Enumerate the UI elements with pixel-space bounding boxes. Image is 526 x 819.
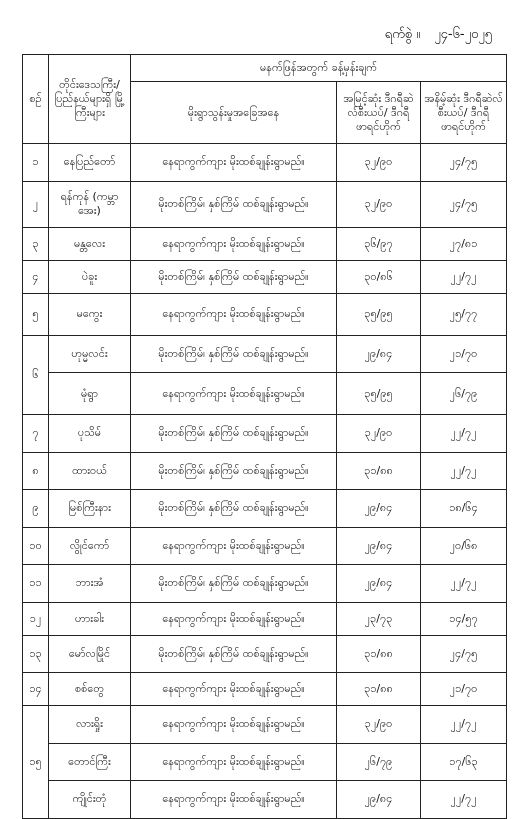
row-min: ၂၂/၇၂	[421, 415, 507, 453]
header-no: စဉ်	[23, 55, 49, 144]
table-row	[23, 743, 507, 781]
row-max: ၂၉/၈၄	[337, 335, 421, 373]
row-condition: နေရာကွက်ကျား မိုးထစ်ချုန်းရွာမည်။	[131, 227, 337, 260]
row-condition: နေရာကွက်ကျား မိုးထစ်ချုန်းရွာမည်။	[131, 602, 337, 635]
row-no: ၁၄	[23, 673, 49, 706]
row-city: စစ်တွေ	[49, 673, 131, 706]
row-condition: နေရာကွက်ကျား မိုးထစ်ချုန်းရွာမည်။	[131, 743, 337, 781]
row-min: ၁၄/၅၇	[421, 602, 507, 635]
header-forecast-group: မနက်ဖြန်အတွက် ခန့်မှန်းချက်	[131, 55, 507, 82]
row-condition: မိုးတစ်ကြိမ်၊ နှစ်ကြိမ် ထစ်ချုန်းရွာမည်။	[131, 452, 337, 490]
row-max: ၃၅/၉၅	[337, 293, 421, 335]
row-max: ၂၉/၈၄	[337, 490, 421, 528]
row-condition: မိုးတစ်ကြိမ်၊ နှစ်ကြိမ် ထစ်ချုန်းရွာမည်။	[131, 181, 337, 227]
row-condition: မိုးတစ်ကြိမ်၊ နှစ်ကြိမ် ထစ်ချုန်းရွာမည်။	[131, 635, 337, 673]
table-row	[23, 452, 507, 490]
row-city: နေပြည်တော်	[49, 144, 131, 182]
row-condition: နေရာကွက်ကျား မိုးထစ်ချုန်းရွာမည်။	[131, 293, 337, 335]
row-no: ၁၂	[23, 602, 49, 635]
row-no: ၇	[23, 415, 49, 453]
row-no: ၁၃	[23, 635, 49, 673]
row-max: ၃၀/၈၆	[337, 260, 421, 293]
row-min: ၂၀/၆၈	[421, 527, 507, 565]
row-condition: မိုးတစ်ကြိမ်၊ နှစ်ကြိမ် ထစ်ချုန်းရွာမည်။	[131, 565, 337, 603]
row-max: ၃၁/၈၈	[337, 452, 421, 490]
row-min: ၂၂/၇၂	[421, 706, 507, 744]
row-max: ၃၁/၈၈	[337, 635, 421, 673]
row-city: မကွေး	[49, 293, 131, 335]
row-city: ပဲခူး	[49, 260, 131, 293]
row-max: ၃၁/၈၈	[337, 673, 421, 706]
table-row	[23, 144, 507, 182]
table-row	[23, 293, 507, 335]
row-city: လွိုင်ကော်	[49, 527, 131, 565]
row-condition: မိုးတစ်ကြိမ်၊ နှစ်ကြိမ် ထစ်ချုန်းရွာမည်။	[131, 335, 337, 373]
row-no: ၄	[23, 260, 49, 293]
row-condition: မိုးတစ်ကြိမ်၊ နှစ်ကြိမ် ထစ်ချုန်းရွာမည်။	[131, 415, 337, 453]
row-no: ၈	[23, 452, 49, 490]
row-city: ဘားအံ	[49, 565, 131, 603]
row-no: ၃	[23, 227, 49, 260]
header-min-temp: အနိမ့်ဆုံး ဒီဂရီဆဲလ်စီးယပ်/ ဒီဂရီဖာရင်ဟိုက်	[421, 82, 507, 144]
row-city: တောင်ကြီး	[49, 743, 131, 781]
row-condition: မိုးတစ်ကြိမ်၊ နှစ်ကြိမ် ထစ်ချုန်းရွာမည်။	[131, 260, 337, 293]
row-min: ၂၄/၇၅	[421, 144, 507, 182]
header-city: တိုင်းဒေသကြီး/ ပြည်နယ်များရှိ မြို့ကြီးများ	[49, 55, 131, 144]
row-max: ၂၆/၇၉	[337, 743, 421, 781]
row-min: ၂၄/၇၅	[421, 635, 507, 673]
row-max: ၃၆/၉၇	[337, 227, 421, 260]
row-city: မြစ်ကြီးနား	[49, 490, 131, 528]
header-condition: မိုးရွာသွန်းမှုအခြေအနေ	[131, 82, 337, 144]
table-row	[23, 490, 507, 528]
row-condition: နေရာကွက်ကျား မိုးထစ်ချုန်းရွာမည်။	[131, 706, 337, 744]
table-row	[23, 565, 507, 603]
row-city: ထားဝယ်	[49, 452, 131, 490]
row-no: ၁၅	[23, 706, 49, 819]
table-row	[23, 602, 507, 635]
table-row	[23, 373, 507, 415]
table-row	[23, 706, 507, 744]
row-no: ၁၀	[23, 527, 49, 565]
row-no: ၆	[23, 335, 49, 415]
row-min: ၂၂/၇၂	[421, 260, 507, 293]
row-no: ၁	[23, 144, 49, 182]
row-min: ၂၁/၇၀	[421, 673, 507, 706]
row-condition: နေရာကွက်ကျား မိုးထစ်ချုန်းရွာမည်။	[131, 781, 337, 819]
table-row	[23, 181, 507, 227]
date-label: ရက်စွဲ ။	[384, 27, 421, 42]
row-max: ၂၉/၈၄	[337, 781, 421, 819]
row-min: ၂၅/၇၇	[421, 293, 507, 335]
row-city: ပုသိမ်	[49, 415, 131, 453]
row-condition: နေရာကွက်ကျား မိုးထစ်ချုန်းရွာမည်။	[131, 673, 337, 706]
row-min: ၂၂/၇၂	[421, 452, 507, 490]
row-max: ၃၂/၉၀	[337, 706, 421, 744]
row-city: မော်လမြိုင်	[49, 635, 131, 673]
row-min: ၂၂/၇၂	[421, 565, 507, 603]
row-condition: မိုးတစ်ကြိမ်၊ နှစ်ကြိမ် ထစ်ချုန်းရွာမည်။	[131, 490, 337, 528]
row-max: ၃၂/၉၀	[337, 144, 421, 182]
row-no: ၅	[23, 293, 49, 335]
row-min: ၁၇/၆၃	[421, 743, 507, 781]
row-max: ၂၉/၈၄	[337, 565, 421, 603]
row-max: ၂၃/၇၃	[337, 602, 421, 635]
row-max: ၂၉/၈၄	[337, 527, 421, 565]
table-row	[23, 415, 507, 453]
table-row	[23, 260, 507, 293]
row-city: ဟုမ္မလင်း	[49, 335, 131, 373]
row-no: ၁၁	[23, 565, 49, 603]
row-no: ၉	[23, 490, 49, 528]
table-row	[23, 781, 507, 819]
row-city: လားရှိုး	[49, 706, 131, 744]
row-city: ရန်ကုန် (ကမ္ဘာအေး)	[49, 181, 131, 227]
row-max: ၃၅/၉၅	[337, 373, 421, 415]
row-condition: နေရာကွက်ကျား မိုးထစ်ချုန်းရွာမည်။	[131, 527, 337, 565]
row-condition: နေရာကွက်ကျား မိုးထစ်ချုန်းရွာမည်။	[131, 144, 337, 182]
forecast-table	[22, 54, 507, 819]
row-city: ဟားခါး	[49, 602, 131, 635]
row-city: ကျိုင်းတုံ	[49, 781, 131, 819]
row-max: ၃၂/၉၀	[337, 415, 421, 453]
row-min: ၂၇/၈၁	[421, 227, 507, 260]
table-row	[23, 227, 507, 260]
row-condition: နေရာကွက်ကျား မိုးထစ်ချုန်းရွာမည်။	[131, 373, 337, 415]
row-city: မန္တလေး	[49, 227, 131, 260]
row-min: ၂၄/၇၅	[421, 181, 507, 227]
row-min: ၂၂/၇၂	[421, 781, 507, 819]
header-max-temp: အမြင့်ဆုံး ဒီဂရီဆဲလ်စီးယပ်/ ဒီဂရီဖာရင်ဟိုက်	[337, 82, 421, 144]
row-no: ၂	[23, 181, 49, 227]
table-row	[23, 335, 507, 373]
row-city: မုံရွာ	[49, 373, 131, 415]
row-max: ၃၂/၉၀	[337, 181, 421, 227]
row-min: ၂၁/၇၀	[421, 335, 507, 373]
table-row	[23, 527, 507, 565]
row-min: ၂၆/၇၉	[421, 373, 507, 415]
table-row	[23, 673, 507, 706]
date-value: ၂၄-၆-၂၀၂၅	[434, 27, 492, 42]
table-row	[23, 635, 507, 673]
row-min: ၁၈/၆၄	[421, 490, 507, 528]
date-line	[0, 26, 492, 45]
